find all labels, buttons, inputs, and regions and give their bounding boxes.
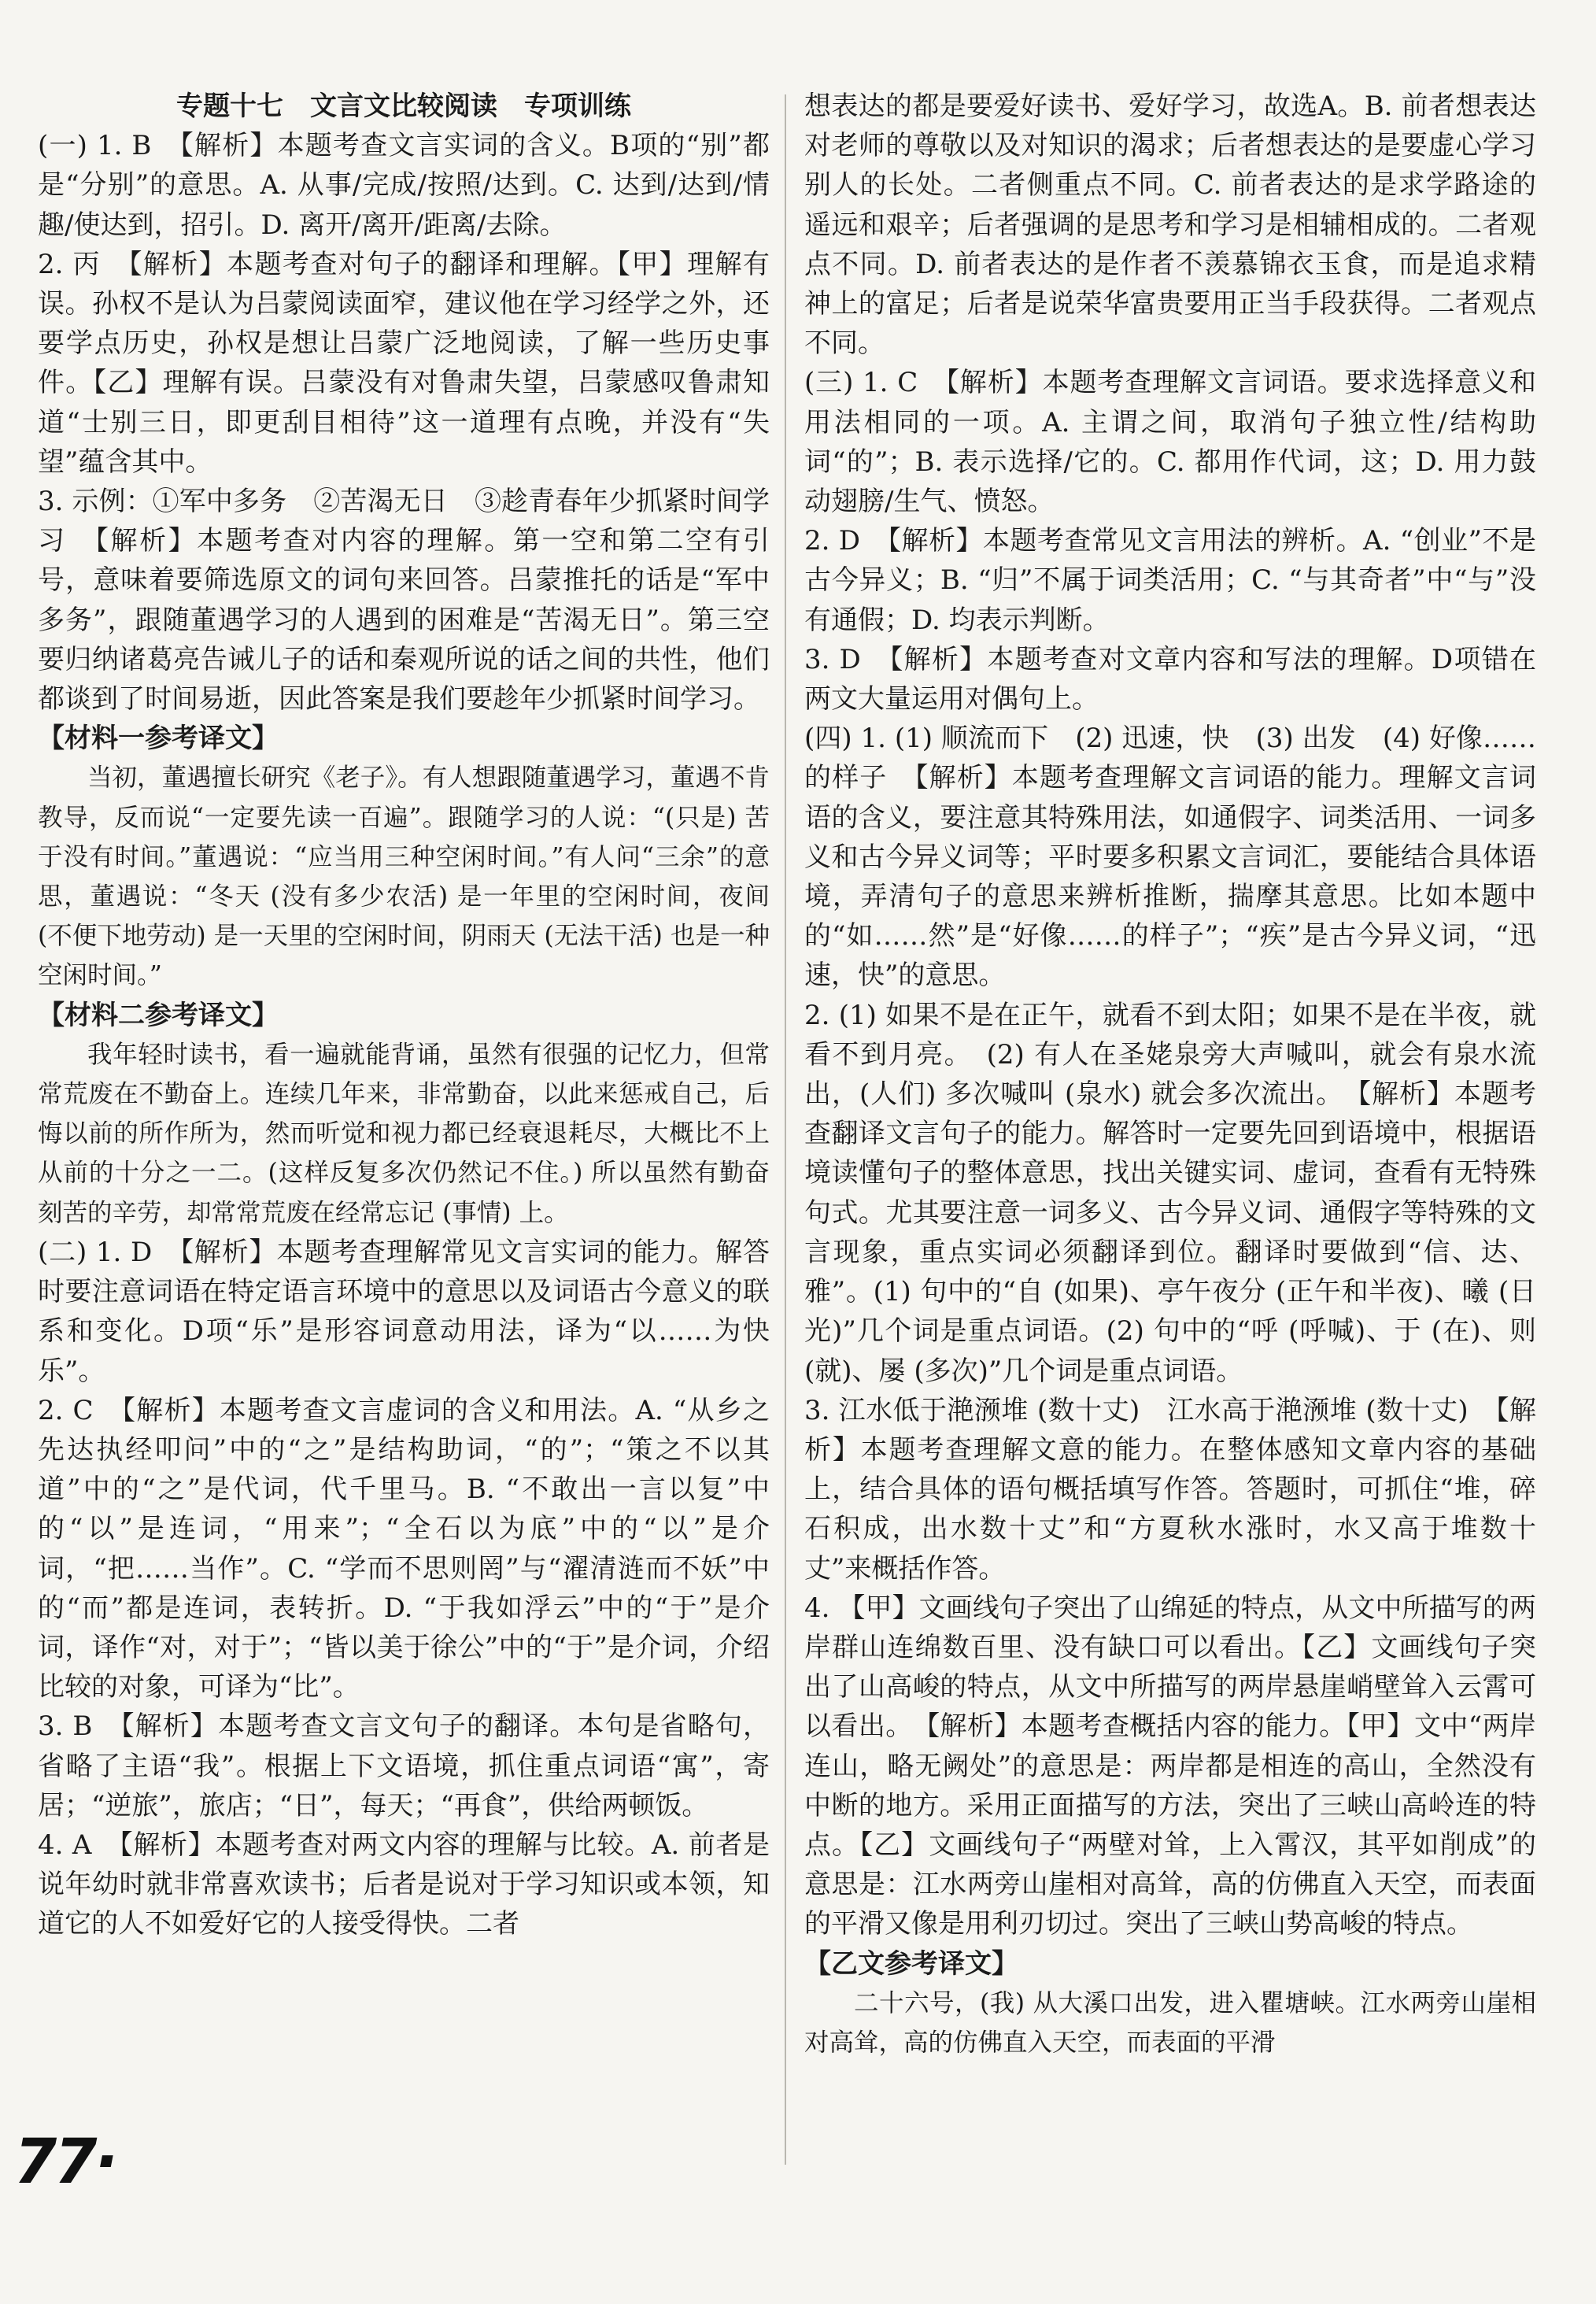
paragraph: 当初，董遇擅长研究《老子》。有人想跟随董遇学习，董遇不肯教导，反而说“一定要先读一百遍”。跟随学习的人说：“(只是) 苦于没有时间。”董遇说：“应当用三种空闲时间。”有人问“三余”的意思，董遇说：“冬天 (没有多少农活) 是一年里的空闲时间，夜间 (不便下地劳动) 是一天里的空闲时间，阴雨天 (无法干活) 也是一种空闲时间。” — [38, 764, 770, 990]
paragraph: 二十六号，(我) 从大溪口出发，进入瞿塘峡。江水两旁山崖相对高耸，高的仿佛直入天空，而表面的平滑 — [804, 1988, 1536, 2057]
paragraph: 我年轻时读书，看一遍就能背诵，虽然有很强的记忆力，但常常荒废在不勤奋上。连续几年来，非常勤奋，以此来惩戒自己，后悔以前的所作所为，然而听觉和视力都已经衰退耗尽，大概比不上从前的十分之一二。(这样反复多次仍然记不住。) 所以虽然有勤奋刻苦的辛劳，却常常荒废在经常忘记 (事情) 上。 — [38, 1040, 770, 1227]
paragraph: 3. 江水低于滟滪堆 (数十丈) 江水高于滟滪堆 (数十丈) 【解析】本题考查理解文意的能力。在整体感知文章内容的基础上，结合具体的语句概括填写作答。答题时，可抓住“堆，碎石积成，出水数十丈”和“方夏秋水涨时，水又高于堆数十丈”来概括作答。 — [804, 1394, 1536, 1585]
paragraph: 2. D 【解析】本题考查常见文言用法的辨析。A. “创业”不是古今异义；B. “归”不属于词类活用；C. “与其奇者”中“与”没有通假；D. 均表示判断。 — [804, 525, 1536, 636]
section-heading: 【材料一参考译文】 — [38, 723, 279, 755]
paragraph: (三) 1. C 【解析】本题考查理解文言词语。要求选择意义和用法相同的一项。A. 主谓之间，取消句子独立性/结构助词“的”；B. 表示选择/它的。C. 都用作代词，这；D. 用力鼓动翅膀/生气、愤怒。 — [804, 367, 1536, 518]
paragraph: (四) 1. (1) 顺流而下 (2) 迅速，快 (3) 出发 (4) 好像……的样子 【解析】本题考查理解文言词语的能力。理解文言词语的含义，要注意其特殊用法，如通假字、词类活用、一词多义和古今异义词等；平时要多积累文言词汇，要能结合具体语境，弄清句子的意思来辨析推断，揣摩其意思。比如本题中的“如……然”是“好像……的样子”；“疾”是古今异义词，“迅速，快”的意思。 — [804, 723, 1536, 992]
section-heading: 【材料二参考译文】 — [38, 999, 279, 1031]
paragraph: 想表达的都是要爱好读书、爱好学习，故选A。B. 前者想表达对老师的尊敬以及对知识的渴求；后者想表达的是要虚心学习别人的长处。二者侧重点不同。C. 前者表达的是求学路途的遥远和艰辛；后者强调的是思考和学习是相辅相成的。二者观点不同。D. 前者表达的是作者不羡慕锦衣玉食，而是追求精神上的富足；后者是说荣华富贵要用正当手段获得。二者观点不同。 — [804, 91, 1536, 360]
left-column — [38, 87, 770, 1944]
paragraph: (二) 1. D 【解析】本题考查理解常见文言实词的能力。解答时要注意词语在特定语言环境中的意思以及词语古今意义的联系和变化。D项“乐”是形容词意动用法，译为“以……为快乐”。 — [38, 1236, 770, 1387]
paragraph: (一) 1. B 【解析】本题考查文言实词的含义。B项的“别”都是“分别”的意思。A. 从事/完成/按照/达到。C. 达到/达到/情趣/使达到，招引。D. 离开/离开/距离/去除。 — [38, 130, 770, 241]
page-title: 专题十七 文言文比较阅读 专项训练 — [176, 91, 631, 122]
page-number: 77· — [14, 2127, 116, 2198]
paragraph: 2. 丙 【解析】本题考查对句子的翻译和理解。【甲】理解有误。孙权不是认为吕蒙阅读面窄，建议他在学习经学之外，还要学点历史，孙权是想让吕蒙广泛地阅读，了解一些历史事件。【乙】理解有误。吕蒙没有对鲁肃失望，吕蒙感叹鲁肃知道“士别三日，即更刮目相待”这一道理有点晚，并没有“失望”蕴含其中。 — [38, 248, 770, 478]
paragraph: 3. D 【解析】本题考查对文章内容和写法的理解。D项错在两文大量运用对偶句上。 — [804, 643, 1536, 716]
paragraph: 4. A 【解析】本题考查对两文内容的理解与比较。A. 前者是说年幼时就非常喜欢读书；后者是说对于学习知识或本领，知道它的人不如爱好它的人接受得快。二者 — [38, 1829, 770, 1940]
paragraph: 2. C 【解析】本题考查文言虚词的含义和用法。A. “从乡之先达执经叩问”中的“之”是结构助词，“的”；“策之不以其道”中的“之”是代词，代千里马。B. “不敢出一言以复”中的“以”是连词，“用来”；“全石以为底”中的“以”是介词，“把……当作”。C. “学而不思则罔”与“濯清涟而不妖”中的“而”都是连词，表转折。D. “于我如浮云”中的“于”是介词，译作“对，对于”；“皆以美于徐公”中的“于”是介词，介绍比较的对象，可译为“比”。 — [38, 1394, 770, 1703]
right-column — [804, 87, 1536, 2062]
column-divider — [785, 94, 786, 2165]
paragraph: 3. 示例：①军中多务 ②苦渴无日 ③趁青春年少抓紧时间学习 【解析】本题考查对内容的理解。第一空和第二空有引号，意味着要筛选原文的词句来回答。吕蒙推托的话是“军中多务”，跟随董遇学习的人遇到的困难是“苦渴无日”。第三空要归纳诸葛亮告诫儿子的话和秦观所说的话之间的共性，他们都谈到了时间易逝，因此答案是我们要趁年少抓紧时间学习。 — [38, 486, 770, 716]
paragraph: 2. (1) 如果不是在正午，就看不到太阳；如果不是在半夜，就看不到月亮。 (2) 有人在圣姥泉旁大声喊叫，就会有泉水流出，(人们) 多次喊叫 (泉水) 就会多次流出。 【解析】本题考查翻译文言句子的能力。解答时一定要先回到语境中，根据语境读懂句子的整体意思，找出关键实词、虚词，查看有无特殊句式。尤其要注意一词多义、古今异义词、通假字等特殊的文言现象，重点实词必须翻译到位。翻译时要做到“信、达、雅”。(1) 句中的“自 (如果)、亭午夜分 (正午和半夜)、曦 (日光)”几个词是重点词语。(2) 句中的“呼 (呼喊)、于 (在)、则 (就)、屡 (多次)”几个词是重点词语。 — [804, 999, 1536, 1387]
paragraph: 4. 【甲】文画线句子突出了山绵延的特点，从文中所描写的两岸群山连绵数百里、没有缺口可以看出。【乙】文画线句子突出了山高峻的特点，从文中所描写的两岸悬崖峭壁耸入云霄可以看出。 【解析】本题考查概括内容的能力。【甲】文中“两岸连山，略无阙处”的意思是：两岸都是相连的高山，全然没有中断的地方。采用正面描写的方法，突出了三峡山高岭连的特点。【乙】文画线句子“两壁对耸，上入霄汉，其平如削成”的意思是：江水两旁山崖相对高耸，高的仿佛直入天空，而表面的平滑又像是用利刃切过。突出了三峡山势高峻的特点。 — [804, 1592, 1536, 1940]
paragraph: 3. B 【解析】本题考查文言文句子的翻译。本句是省略句，省略了主语“我”。根据上下文语境，抓住重点词语“寓”，寄居；“逆旅”，旅店；“日”，每天；“再食”，供给两顿饭。 — [38, 1710, 770, 1821]
section-heading: 【乙文参考译文】 — [804, 1947, 1018, 1980]
